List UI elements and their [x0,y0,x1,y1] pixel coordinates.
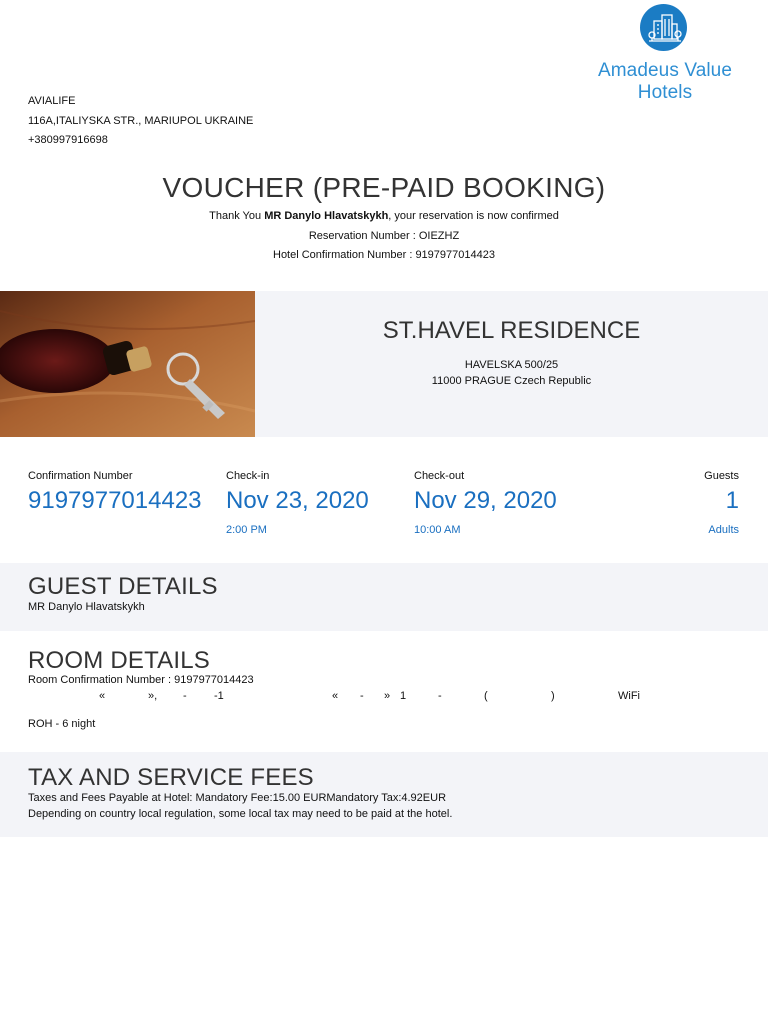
room-board-nights: ROH - 6 night [28,718,96,730]
checkin-label: Check-in [226,470,270,482]
voucher-confirmation-block [0,207,768,266]
agency-phone: +380997916698 [28,134,108,146]
voucher-title: VOUCHER (PRE-PAID BOOKING) [162,172,606,203]
guest-details-name: MR Danylo Hlavatskykh [28,601,145,613]
hotel-confirmation-number: Hotel Confirmation Number : 9197977014423 [273,249,495,261]
checkout-date: Nov 29, 2020 [414,487,557,514]
room-details-title: ROOM DETAILS [28,647,210,674]
agency-block [28,92,253,151]
hotel-address [255,358,768,389]
room-description-fragment: ) [551,690,555,702]
room-description-fragment: - [360,690,364,702]
confirmation-column [28,470,202,515]
hotel-address-line1: HAVELSKA 500/25 [464,359,559,371]
checkout-column [414,470,557,536]
room-amenity-wifi: WiFi [618,690,640,702]
checkin-date: Nov 23, 2020 [226,487,369,514]
tax-fees-line1: Taxes and Fees Payable at Hotel: Mandatory Fee:15.00 EURMandatory Tax:4.92EUR [28,792,447,804]
guests-unit: Adults [708,524,739,536]
confirmation-label: Confirmation Number [28,470,133,482]
hotel-buildings-icon [640,4,687,51]
guests-column [704,470,739,536]
room-confirmation-number: Room Confirmation Number : 9197977014423 [28,674,254,686]
room-description-fragment: « [332,690,339,702]
checkin-column [226,470,369,536]
guests-label: Guests [704,470,739,482]
thank-you-line [0,207,768,227]
agency-name: AVIALIFE [28,95,76,107]
reservation-number: Reservation Number : OIEZHZ [308,229,460,242]
tax-fees-line2: Depending on country local regulation, some local tax may need to be paid at the hotel. [28,808,453,820]
room-description-fragment: », [148,690,158,702]
thank-you-suffix: , your reservation is now confirmed [388,210,559,222]
room-description-fragment: - [183,690,187,702]
hotel-name: ST.HAVEL RESIDENCE [382,317,641,344]
brand-logo [570,4,760,103]
guest-details-section [0,563,768,631]
checkout-label: Check-out [414,470,465,482]
room-description-fragment: « [99,690,106,702]
confirmation-value: 9197977014423 [28,487,202,514]
guest-details-title: GUEST DETAILS [28,573,218,600]
room-description-fragment: -1 [214,690,224,702]
thank-you-prefix: Thank You [209,210,265,222]
room-description-fragment: - [438,690,442,702]
agency-address: 116A,ITALIYSKA STR., MARIUPOL UKRAINE [28,114,254,127]
tax-fees-title: TAX AND SERVICE FEES [28,764,314,791]
guests-value: 1 [725,487,739,514]
brand-name: Amadeus Value Hotels [597,60,733,103]
hotel-key-photo [0,291,255,437]
room-details-section [0,637,768,747]
stay-summary [0,470,768,550]
hotel-address-line2: 11000 PRAGUE Czech Republic [431,374,592,387]
room-description-fragment: » [384,690,391,702]
checkout-time: 10:00 AM [414,524,461,536]
guest-name-bold: MR Danylo Hlavatskykh [264,210,389,222]
room-description-fragment: ( [484,690,488,702]
checkin-time: 2:00 PM [226,524,267,536]
tax-fees-section [0,752,768,837]
hotel-band [0,291,768,437]
room-description-fragment: 1 [400,690,407,702]
